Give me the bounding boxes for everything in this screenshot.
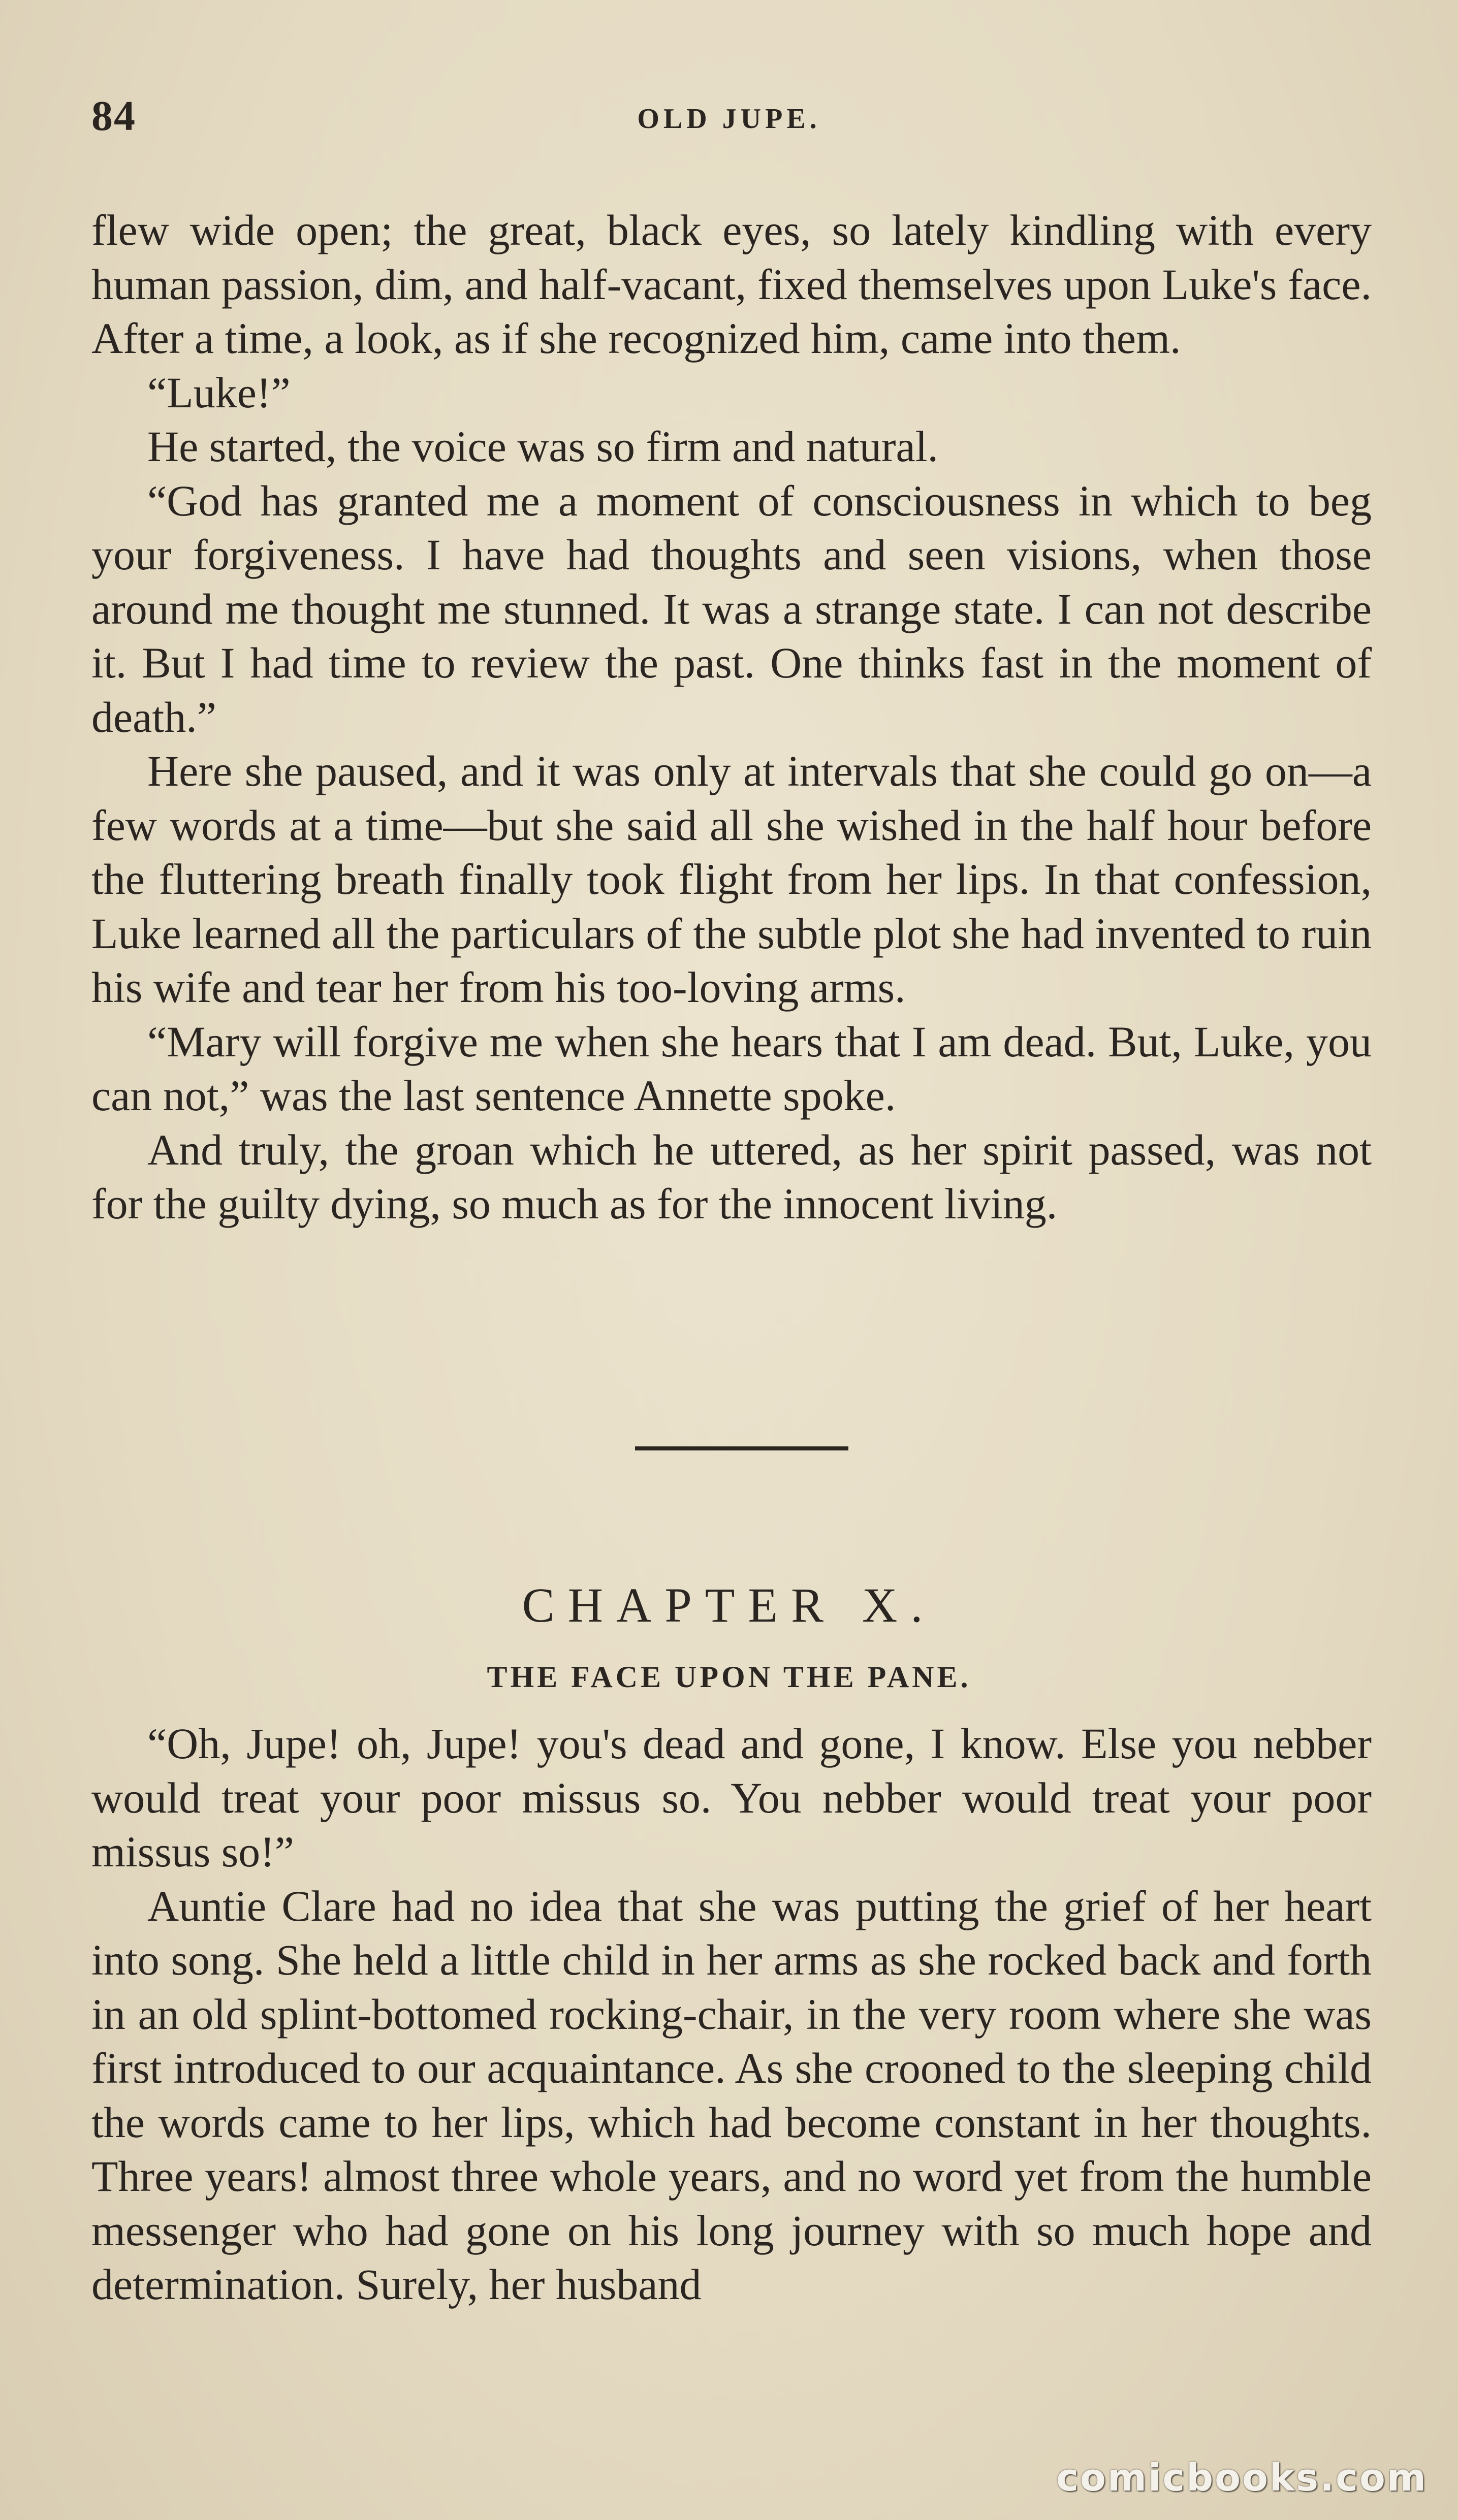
paragraph: Here she paused, and it was only at intervals that she could go on—a few words at a time—but she said all she wished in the half hour before the fluttering breath finally took flight from her lips. In that confession, Luke learned all the particulars of the subtle plot she had invented to ruin his wife and tear her from his too-loving arms.: [91, 747, 1372, 1012]
paragraph: “Oh, Jupe! oh, Jupe! you's dead and gone, I know. Else you nebber would treat your poor missus so. You nebber would treat your poor missus so!”: [91, 1719, 1372, 1876]
paragraph: He started, the voice was so firm and natural.: [147, 422, 939, 471]
paragraph: Auntie Clare had no idea that she was putting the grief of her heart into song. She held a little child in her arms as she rocked back and forth in an old splint-bottomed rocking-chair, in the very room where she was first introduced to our acquaintance. As she crooned to the sleeping child the words came to her lips, which had become constant in her thoughts. Three years! almost three whole years, and no word yet from the humble messenger who had gone on his long journey with so much hope and determination. Surely, her husband: [91, 1881, 1372, 2309]
paragraph: “God has granted me a moment of consciousness in which to beg your forgiveness. I have had thoughts and seen visions, when those around me thought me stunned. It was a strange state. I can not describe it. But I had time to review the past. One thinks fast in the moment of death.”: [91, 476, 1372, 741]
section-divider: [635, 1446, 848, 1450]
paragraph: flew wide open; the great, black eyes, so lately kindling with every human passion, dim, and half-vacant, fixed themselves upon Luke's face. After a time, a look, as if she recognized him, came into them.: [91, 206, 1372, 363]
chapter-body: [91, 1717, 1372, 2312]
paragraph: “Luke!”: [147, 368, 291, 417]
paragraph: “Mary will forgive me when she hears that I am dead. But, Luke, you can not,” was the last sentence Annette spoke.: [91, 1017, 1372, 1120]
page-number: 84: [91, 92, 136, 140]
running-head: OLD JUPE.: [637, 103, 821, 135]
section-body: [91, 203, 1372, 1231]
watermark-logo: comicbooks.com: [1056, 2456, 1428, 2500]
chapter-title: CHAPTER X.: [522, 1578, 936, 1632]
paragraph: And truly, the groan which he uttered, as her spirit passed, was not for the guilty dying, so much as for the innocent living.: [91, 1125, 1372, 1228]
chapter-subtitle: THE FACE UPON THE PANE.: [487, 1660, 971, 1694]
page-header: [91, 91, 1367, 152]
